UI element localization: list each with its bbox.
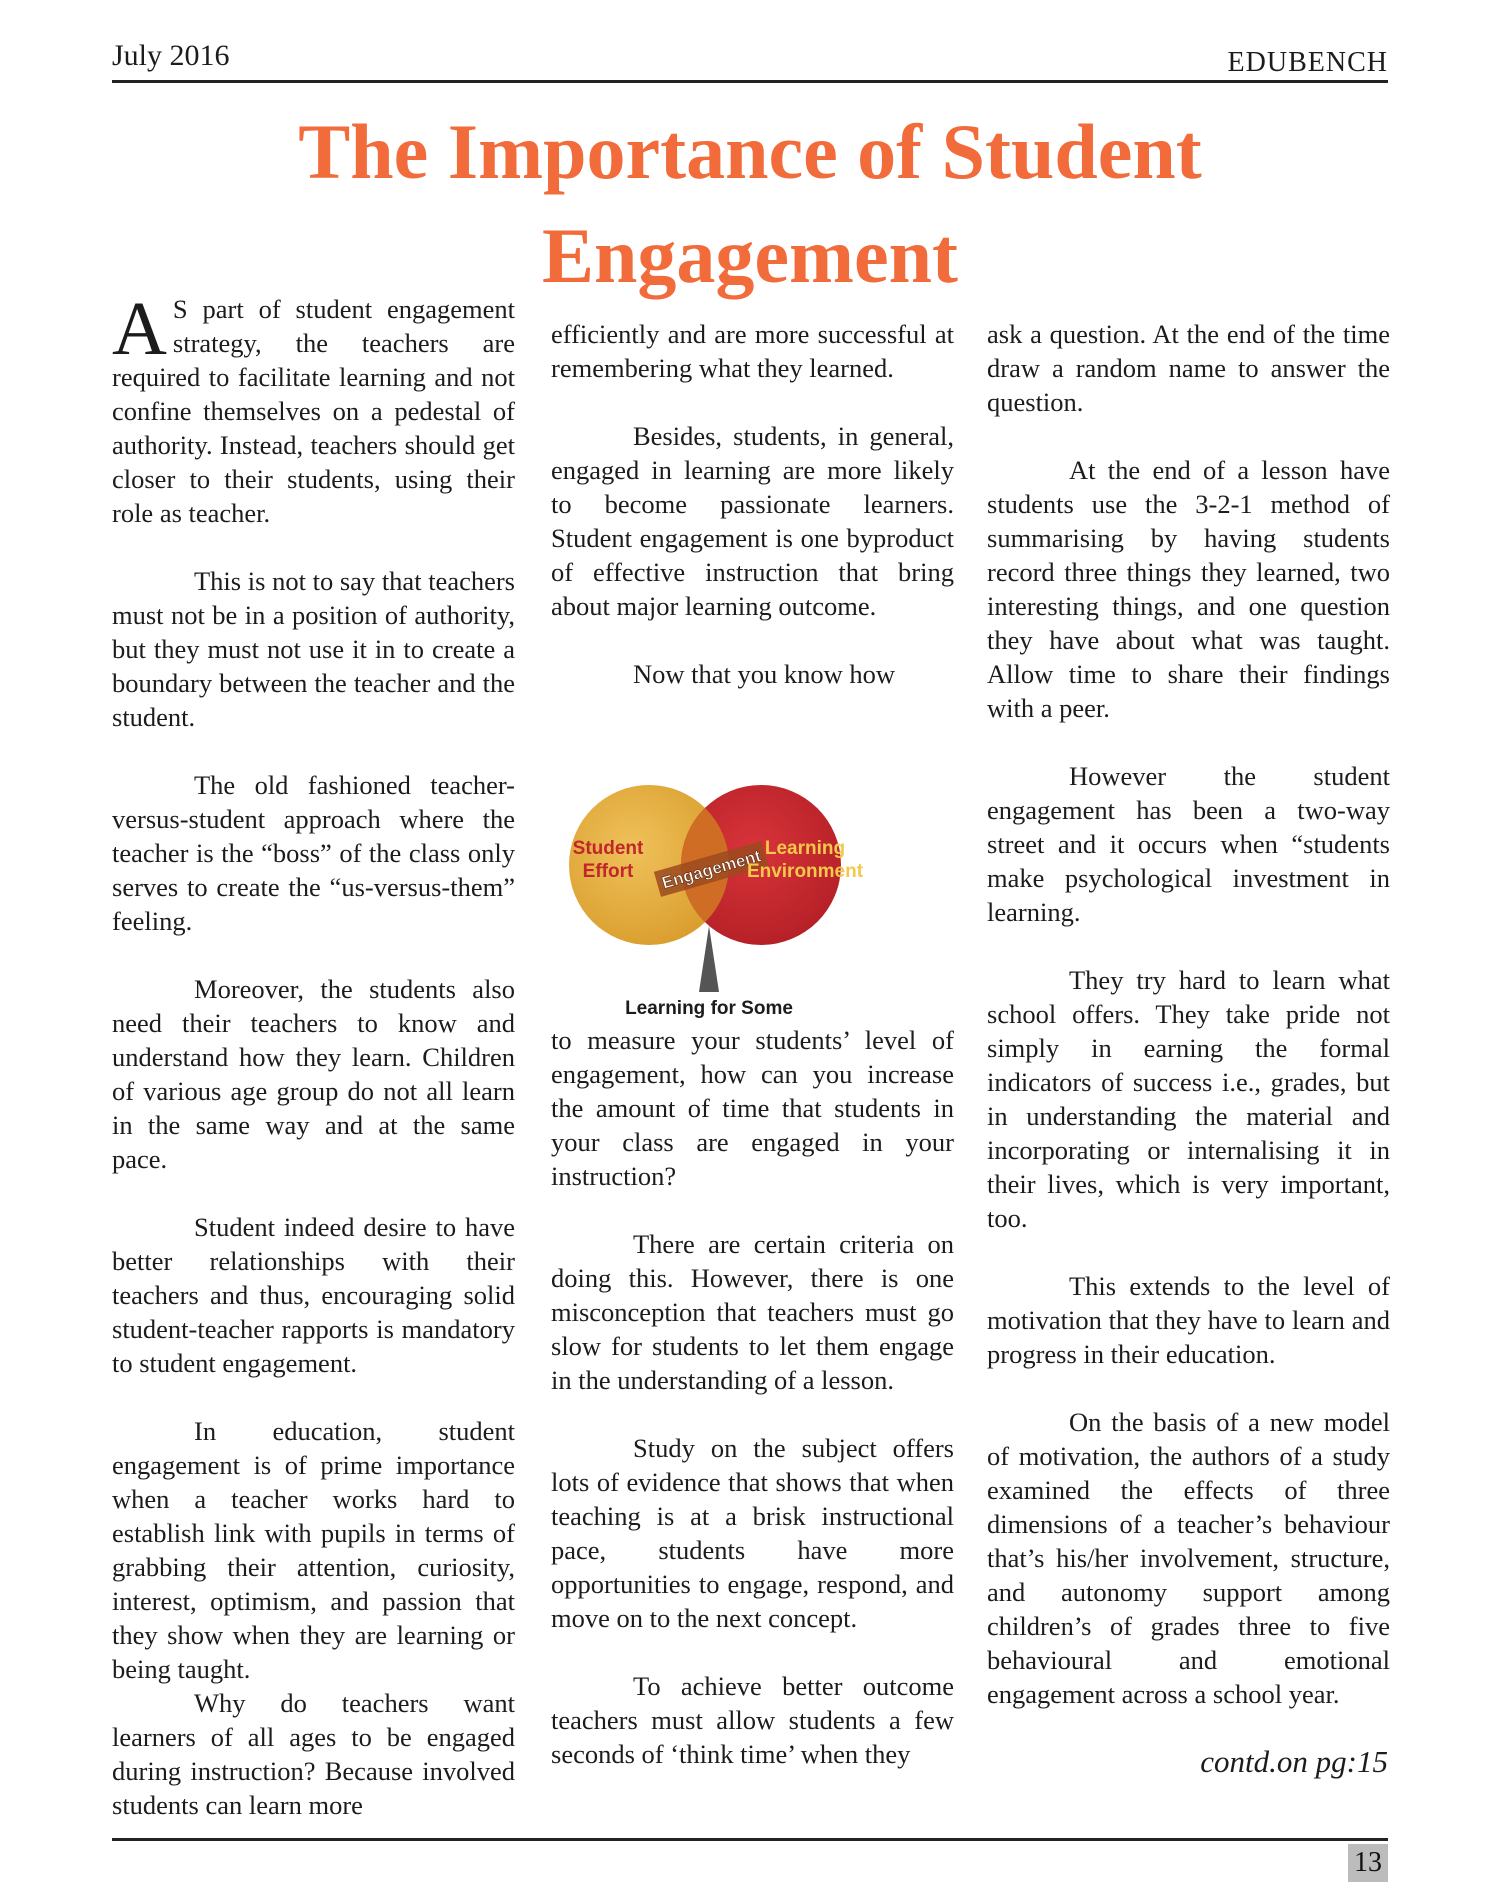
paragraph: At the end of a lesson have students use the 3-2-1 method of summarising by having students record three things they learned, two interesting things, and one question they have about what was taught. Allow time to share their findings with a peer. [987, 455, 1390, 723]
paragraph: In education, student engagement is of prime importance when a teacher works hard to establish link with pupils in terms of grabbing their attention, curiosity, interest, optimism, and passion that they show when they are learning or being taught. [112, 1416, 515, 1684]
paragraph: Besides, students, in general, engaged in learning are more likely to become passionate learners. Student engagement is one byproduct of effective instruction that bring about major learning outcome. [551, 421, 954, 621]
column-3 [987, 317, 1390, 1711]
header-rule [112, 80, 1388, 83]
learning-environment-label-line-2: Environment [746, 861, 864, 882]
paragraph: Now that you know how [633, 659, 896, 689]
paragraph: However the student engagement has been a two-way street and it occurs when “students make psychological investment in learning. [987, 761, 1390, 927]
student-effort-label-line-2: Effort [582, 861, 634, 882]
engagement-venn-diagram [551, 770, 954, 1025]
paragraph: Moreover, the students also need their teachers to know and understand how they learn. Children of various age group do not all learn in the same way and at the same pace. [112, 974, 515, 1174]
paragraph: This is not to say that teachers must not be in a position of authority, but they must not use it in to create a boundary between the teacher and the student. [112, 566, 515, 732]
paragraph: The old fashioned teacher-versus-student approach where the teacher is the “boss” of the class only serves to create the “us-versus-them” feeling. [112, 770, 515, 936]
paragraph: ask a question. At the end of the time draw a random name to answer the question. [987, 319, 1390, 417]
paragraph [112, 287, 515, 530]
paragraph: efficiently and are more successful at remembering what they learned. [551, 319, 954, 383]
article-title [112, 100, 1388, 308]
title-line-2: Engagement [542, 212, 958, 299]
pointer-arrow [699, 926, 719, 992]
paragraph: There are certain criteria on doing this. However, there is one misconception that teachers must go slow for students to let them engage in the understanding of a lesson. [551, 1229, 954, 1395]
continued-note: contd.on pg:15 [1200, 1744, 1388, 1779]
title-line-1: The Importance of Student [298, 108, 1202, 195]
footer-rule [112, 1838, 1388, 1841]
paragraph: to measure your students’ level of engagement, how can you increase the amount of time that students in your class are engaged in your instruction? [551, 1025, 954, 1191]
paragraph-text: S part of student engagement strategy, the teachers are required to facilitate learning and not confine themselves on a pedestal of authority. Instead, teachers should get closer to their students, using their role as teacher. [112, 294, 515, 528]
paragraph: They try hard to learn what school offers. They take pride not simply in earning the formal indicators of success i.e., grades, but in understanding the material and incorporating or internalising it in their lives, which is very important, too. [987, 965, 1390, 1233]
paragraph: Study on the subject offers lots of evidence that shows that when teaching is at a brisk instructional pace, students have more opportunities to engage, respond, and move on to the next concept. [551, 1433, 954, 1633]
engagement-label: Engagement [659, 846, 764, 893]
paragraph: On the basis of a new model of motivation, the authors of a study examined the effects of three dimensions of a teacher’s behaviour that’s his/her involvement, structure, and autonomy support among children’s of grades three to five behavioural and emotional engagement across a school year. [987, 1407, 1390, 1709]
header-publication: EDUBENCH [1227, 47, 1388, 78]
column-2-top [551, 317, 954, 691]
learning-for-some-label: Learning for Some [625, 998, 793, 1019]
column-1 [112, 287, 515, 1822]
page-number: 13 [1348, 1844, 1388, 1882]
column-2-bottom [551, 1023, 954, 1771]
learning-environment-label-line-1: Learning [764, 838, 846, 859]
paragraph: This extends to the level of motivation that they have to learn and progress in their education. [987, 1271, 1390, 1369]
student-effort-label-line-1: Student [572, 838, 644, 859]
paragraph: Why do teachers want learners of all ages to be engaged during instruction? Because involved students can learn more [112, 1688, 515, 1820]
header-date: July 2016 [112, 39, 230, 72]
paragraph: To achieve better outcome teachers must allow students a few seconds of ‘think time’ when they [551, 1671, 954, 1769]
paragraph: Student indeed desire to have better relationships with their teachers and thus, encouraging solid student-teacher rapports is mandatory to student engagement. [112, 1212, 515, 1378]
drop-cap: A [112, 287, 167, 371]
